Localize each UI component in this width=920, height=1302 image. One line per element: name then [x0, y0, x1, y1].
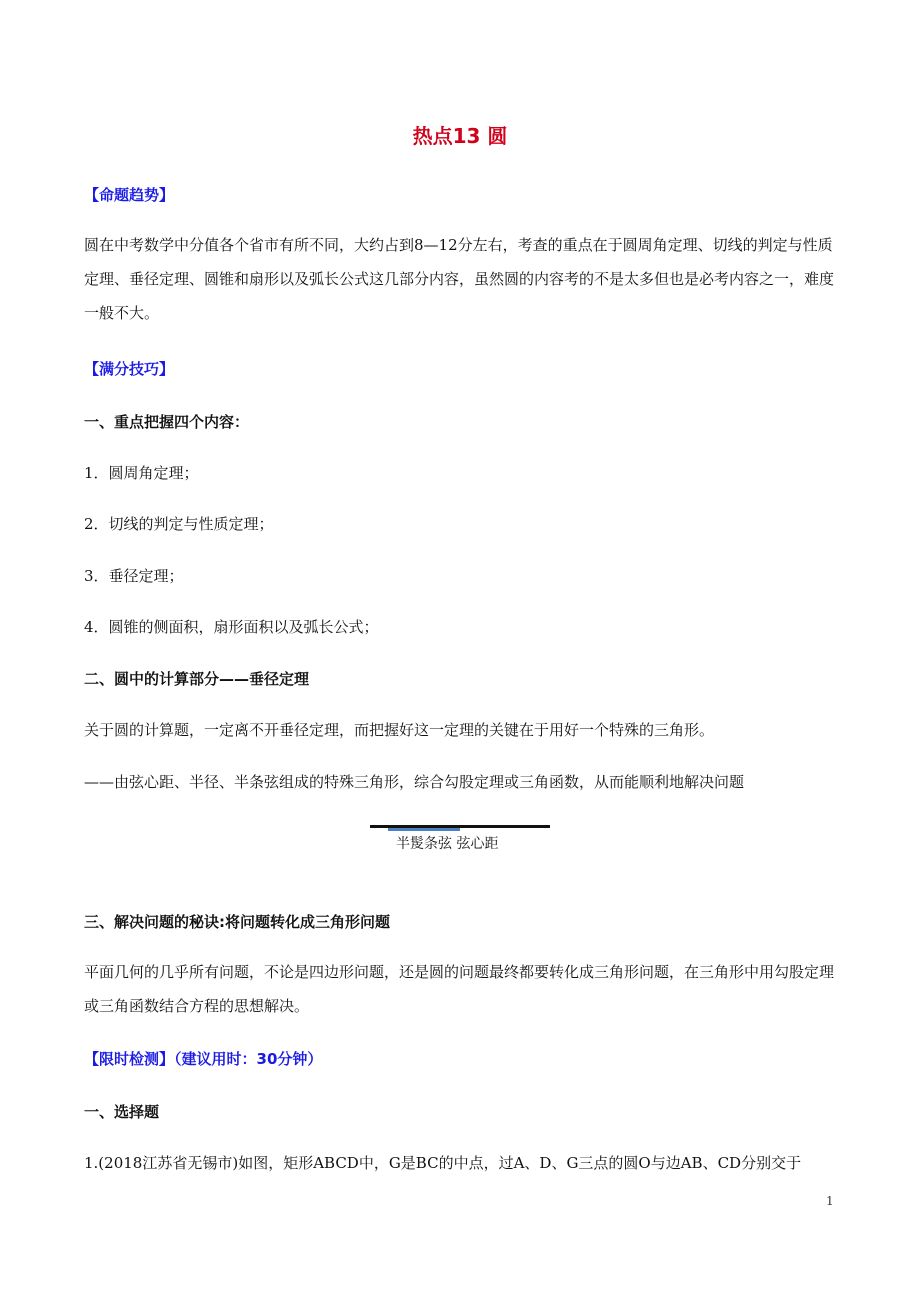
list-item: 1．圆周角定理；: [84, 464, 199, 482]
section2-heading: 二、圆中的计算部分——垂径定理: [84, 670, 310, 688]
list-item: 3．垂径定理；: [84, 567, 184, 585]
figure-line-highlight: [388, 828, 460, 831]
section1-heading: 一、重点把握四个内容：: [84, 413, 250, 431]
choice-section-heading: 一、选择题: [84, 1103, 160, 1121]
section2-line1: 关于圆的计算题，一定离不开垂径定理，而把握好这一定理的关键在于用好一个特殊的三角形。: [84, 721, 715, 739]
section3-body: 平面几何的几乎所有问题，不论是四边形问题，还是圆的问题最终都要转化成三角形问题，在三角形中用勾股定理或三角函数结合方程的思想解决。: [84, 963, 835, 1015]
skills-heading: 【满分技巧】: [84, 360, 175, 378]
test-heading-row: [84, 1048, 322, 1069]
test-suggestion: （建议用时：30分钟）: [174, 1050, 323, 1068]
list-item: 2．切线的判定与性质定理；: [84, 515, 274, 533]
section2-line2: ——由弦心距、半径、半条弦组成的特殊三角形，综合勾股定理或三角函数，从而能顺利地解决问题: [84, 773, 745, 791]
test-heading: 【限时检测】: [84, 1050, 175, 1068]
figure-caption: 半髲条弦 弦心距: [396, 836, 499, 852]
page-number: 1: [826, 1194, 834, 1208]
trend-heading: 【命题趋势】: [84, 186, 175, 204]
section3-heading: 三、解决问题的秘诀:将问题转化成三角形问题: [84, 913, 391, 931]
page-title: 热点13 圆: [412, 124, 508, 148]
question-1: 1.(2018江苏省无锡市)如图，矩形ABCD中，G是BC的中点，过A、D、G三点的圆O与边AB、CD分别交于: [84, 1154, 802, 1172]
list-item: 4．圆锥的侧面积，扇形面积以及弧长公式；: [84, 618, 379, 636]
trend-body: 圆在中考数学中分值各个省市有所不同，大约占到8—12分左右，考查的重点在于圆周角定理、切线的判定与性质定理、垂径定理、圆锥和扇形以及弧长公式这几部分内容，虽然圆的内容考的不是太多但也是必考内容之一，难度一般不大。: [84, 236, 835, 322]
